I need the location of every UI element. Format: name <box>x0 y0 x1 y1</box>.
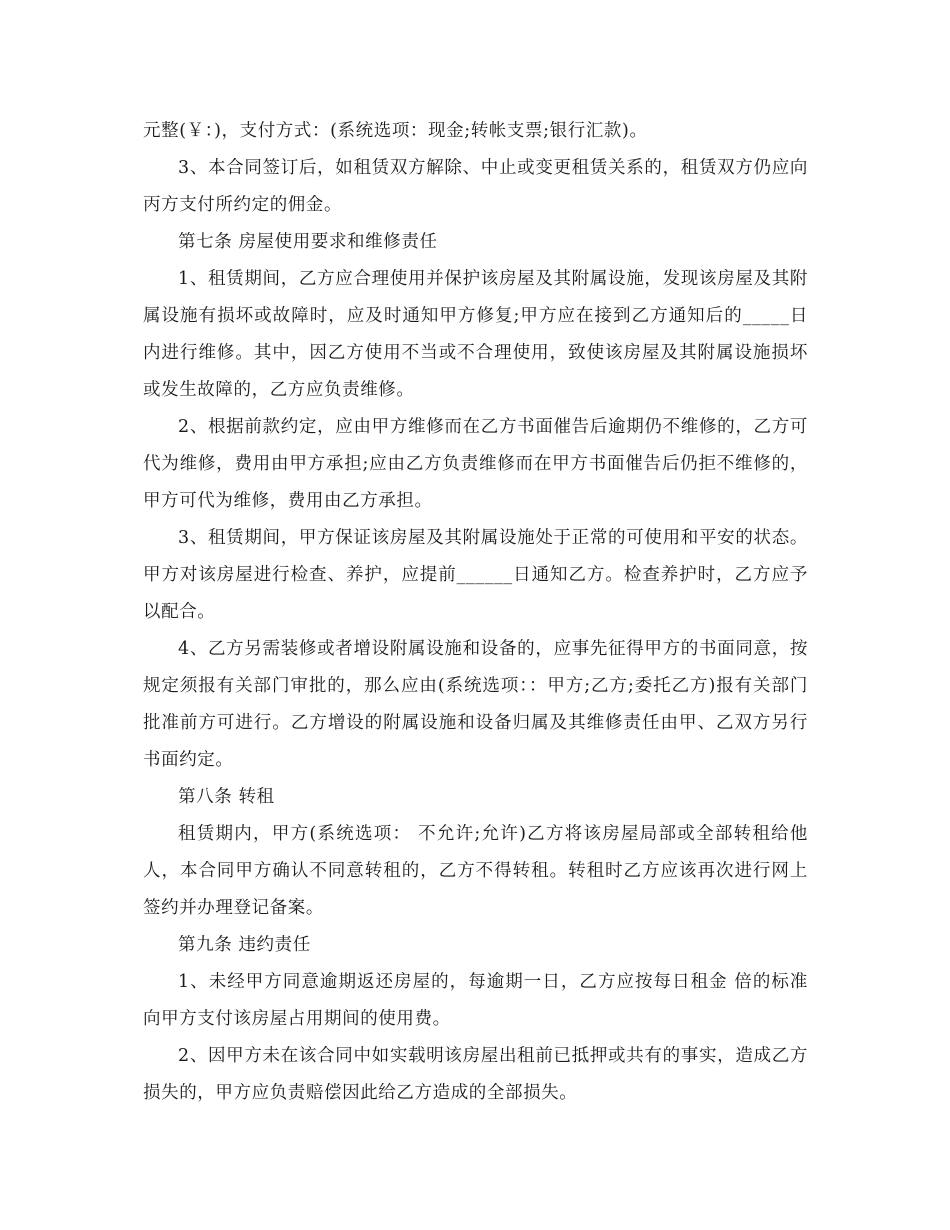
paragraph-clause-7-4: 4、乙方另需装修或者增设附属设施和设备的，应事先征得甲方的书面同意，按规定须报有关部门审批的，那么应由(系统选项：：甲方;乙方;委托乙方)报有关部门批准前方可进行。乙方增设的附属设施和设备归属及其维修责任由甲、乙双方另行书面约定。 <box>143 639 808 770</box>
paragraph-clause-7-1: 1、租赁期间，乙方应合理使用并保护该房屋及其附属设施，发现该房屋及其附属设施有损坏或故障时，应及时通知甲方修复;甲方应在接到乙方通知后的_____日内进行维修。其中，因乙方使用不当或不合理使用，致使该房屋及其附属设施损坏或发生故障的，乙方应负责维修。 <box>143 269 808 400</box>
article-8-heading: 第八条 转租 <box>178 787 275 807</box>
paragraph-payment-method: 元整(￥：)，支付方式：(系统选项：现金;转帐支票;银行汇款)。 <box>143 121 648 141</box>
paragraph-clause-7-2: 2、根据前款约定，应由甲方维修而在乙方书面催告后逾期仍不维修的，乙方可代为维修，费用由甲方承担;应由乙方负责维修而在甲方书面催告后仍拒不维修的，甲方可代为维修，费用由乙方承担。 <box>143 417 808 511</box>
article-9-heading: 第九条 违约责任 <box>178 935 311 955</box>
paragraph-clause-9-1: 1、未经甲方同意逾期返还房屋的，每逾期一日，乙方应按每日租金 倍的标准向甲方支付该房屋占用期间的使用费。 <box>143 972 808 1029</box>
paragraph-clause-9-2: 2、因甲方未在该合同中如实载明该房屋出租前已抵押或共有的事实，造成乙方损失的，甲方应负责赔偿因此给乙方造成的全部损失。 <box>143 1046 808 1103</box>
article-7-heading: 第七条 房屋使用要求和维修责任 <box>178 232 438 252</box>
paragraph-clause-6-3: 3、本合同签订后，如租赁双方解除、中止或变更租赁关系的，租赁双方仍应向丙方支付所约定的佣金。 <box>143 158 808 215</box>
paragraph-clause-7-3: 3、租赁期间，甲方保证该房屋及其附属设施处于正常的可使用和平安的状态。甲方对该房屋进行检查、养护，应提前______日通知乙方。检查养护时，乙方应予以配合。 <box>143 528 808 622</box>
paragraph-clause-8: 租赁期内，甲方(系统选项： 不允许;允许)乙方将该房屋局部或全部转租给他人，本合同甲方确认不同意转租的，乙方不得转租。转租时乙方应该再次进行网上签约并办理登记备案。 <box>143 824 808 918</box>
document-body <box>143 113 808 1112</box>
